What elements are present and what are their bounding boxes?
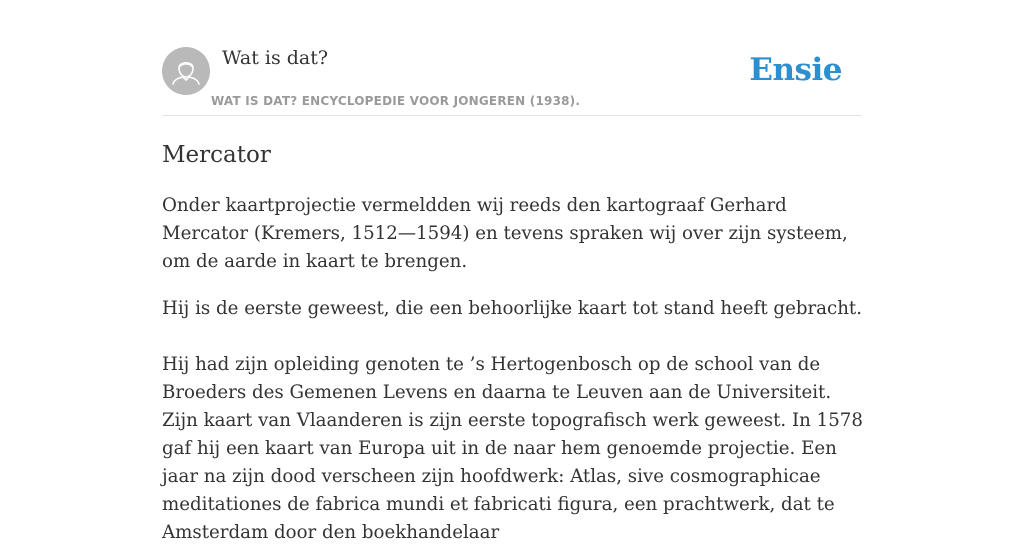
- source-subtitle: WAT IS DAT? ENCYCLOPEDIE VOOR JONGEREN (1938).: [211, 94, 581, 108]
- article-title: Mercator: [162, 142, 271, 168]
- source-title[interactable]: Wat is dat?: [222, 47, 329, 69]
- source-header: [162, 46, 862, 116]
- brand-logo-link[interactable]: Ensie: [749, 52, 842, 88]
- article-paragraph-2: Hij is de eerste geweest, die een behoorlijke kaart tot stand heeft gebracht.: [162, 298, 863, 319]
- article-paragraph-3: Hij had zijn opleiding genoten te ’s Hertogenbosch op de school van de Broeders des Gemenen Levens en daarna te Leuven aan de Universiteit. Zijn kaart van Vlaanderen is zijn eerste topografisch werk geweest. In 1578 gaf hij een kaart van Europa uit in de naar hem genoemde projectie. Een jaar na zijn dood verscheen zijn hoofdwerk: Atlas, sive cosmographicae meditationes de fabrica mundi et fabricati figura, een prachtwerk, dat te Amsterdam door den boekhandelaar: [162, 354, 863, 543]
- article-paragraph-1: Onder kaartprojectie vermeldden wij reeds den kartograaf Gerhard Mercator (Kremers, 1512—1594) en tevens spraken wij over zijn systeem, om de aarde in kaart te brengen.: [162, 195, 848, 272]
- user-silhouette-icon[interactable]: [162, 47, 210, 95]
